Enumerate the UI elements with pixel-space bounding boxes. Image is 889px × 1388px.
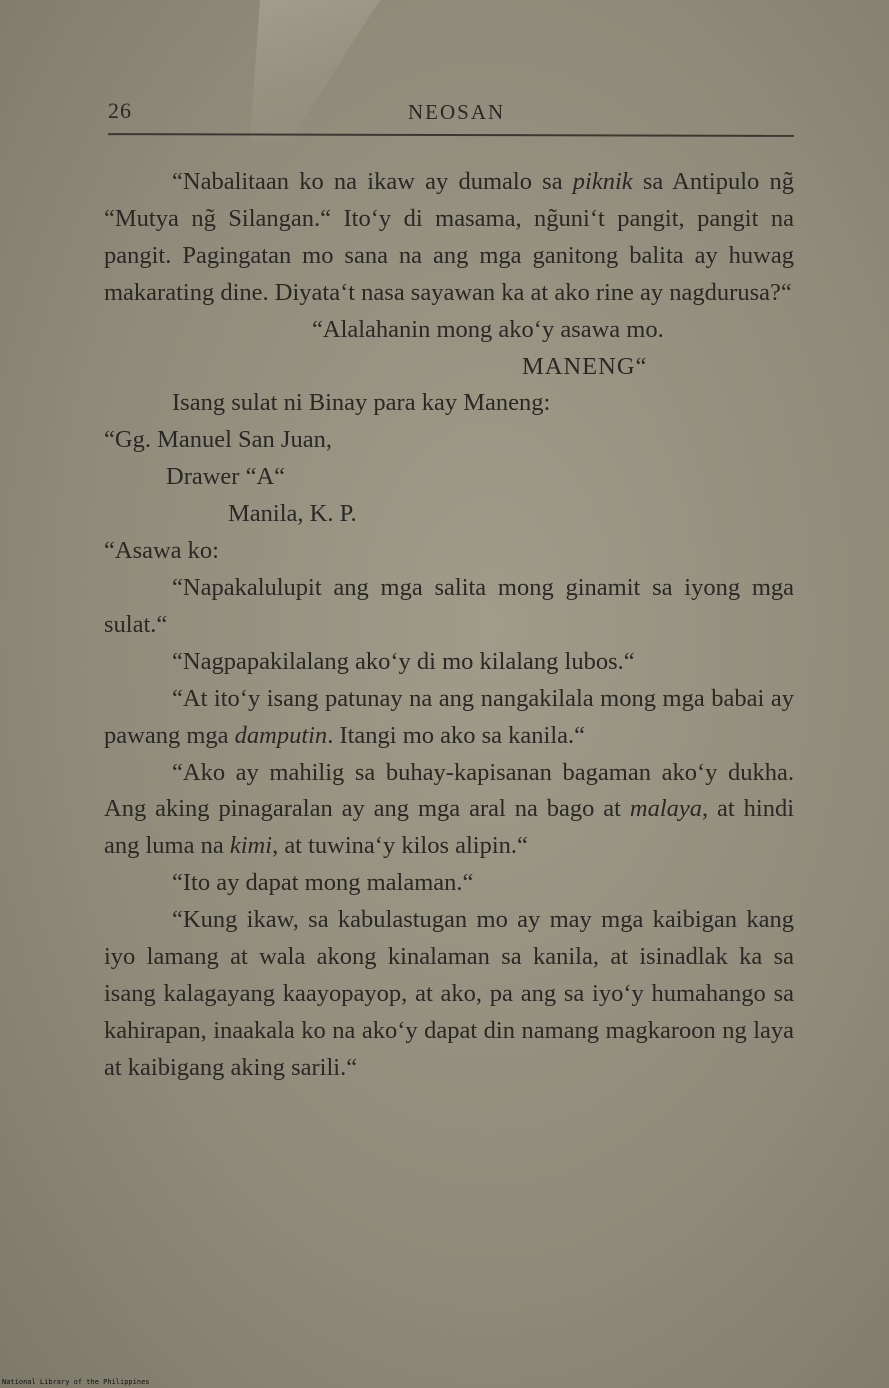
paragraph-patunay [104,681,794,755]
header-rule [108,133,794,137]
italic-word: damputin [234,721,328,749]
text-run: “At ito‘y isang patunay na ang nangakilala mong mga babai ay pawang mga [104,684,794,749]
closing-line: “Alalahanin mong ako‘y asawa mo. [312,315,664,343]
italic-word: piknik [572,168,633,195]
paragraph-malaman: “Ito ay dapat mong malaman.“ [172,869,474,897]
scan-credit: National Library of the Philippines [2,1378,150,1386]
address-line-1: “Gg. Manuel San Juan, [104,426,332,454]
italic-word: kimi [229,832,273,860]
text-run: , at hindi ang luma na [104,795,795,860]
text-run: . Itangi mo ako sa kanila.“ [327,721,586,749]
paragraph-buhay-kapisanan [104,755,794,866]
paragraph-napakalulupit: “Napakalulupit ang mga salita mong ginamit sa iyong mga sulat.“ [104,573,794,638]
page-number: 26 [108,98,132,123]
page-body [104,164,794,1087]
italic-word: malaya [629,795,702,823]
paragraph-nagpapakilala: “Nagpapakilalang ako‘y di mo kilalang lubos.“ [172,647,635,675]
running-title: NEOSAN [408,100,506,124]
text-run: sa Antipulo ng̃ “Mutya ng̃ Silangan.“ Ito‘y di masama, ng̃uni‘t pangit, pangit na pangit. Pagingatan mo sana na ang mga ganitong balita ay huwag makarating dine. Diyata‘t nasa sayawan ka at ako rine ay nagdurusa?“ [104,168,794,306]
page-header [108,98,793,134]
signature-maneng: MANENG“ [522,352,648,380]
text-run: “Nabalitaan ko na ikaw ay dumalo sa [172,168,573,195]
letter-intro: Isang sulat ni Binay para kay Maneng: [172,389,551,417]
text-run: , at tuwina‘y kilos alipin.“ [272,832,528,860]
paragraph-letter-maneng [104,164,794,312]
address-line-2: Drawer “A“ [166,463,286,491]
salutation: “Asawa ko: [104,537,219,565]
address-line-3: Manila, K. P. [228,500,357,528]
text-run: “Ako ay mahilig sa buhay-kapisanan bagaman ako‘y dukha. Ang aking pinagaralan ay ang mga aral na bago at [104,758,794,823]
paragraph-kung-ikaw: “Kung ikaw, sa kabulastugan mo ay may mga kaibigan kang iyo lamang at wala akong kinalaman sa kanila, at isinadlak ka sa isang kalagayang kaayopayop, at ako, pa ang sa iyo‘y humahango sa kahirapan, inaakala ko na ako‘y dapat din namang magkaroon ng laya at kaibigang aking sarili.“ [104,906,794,1081]
